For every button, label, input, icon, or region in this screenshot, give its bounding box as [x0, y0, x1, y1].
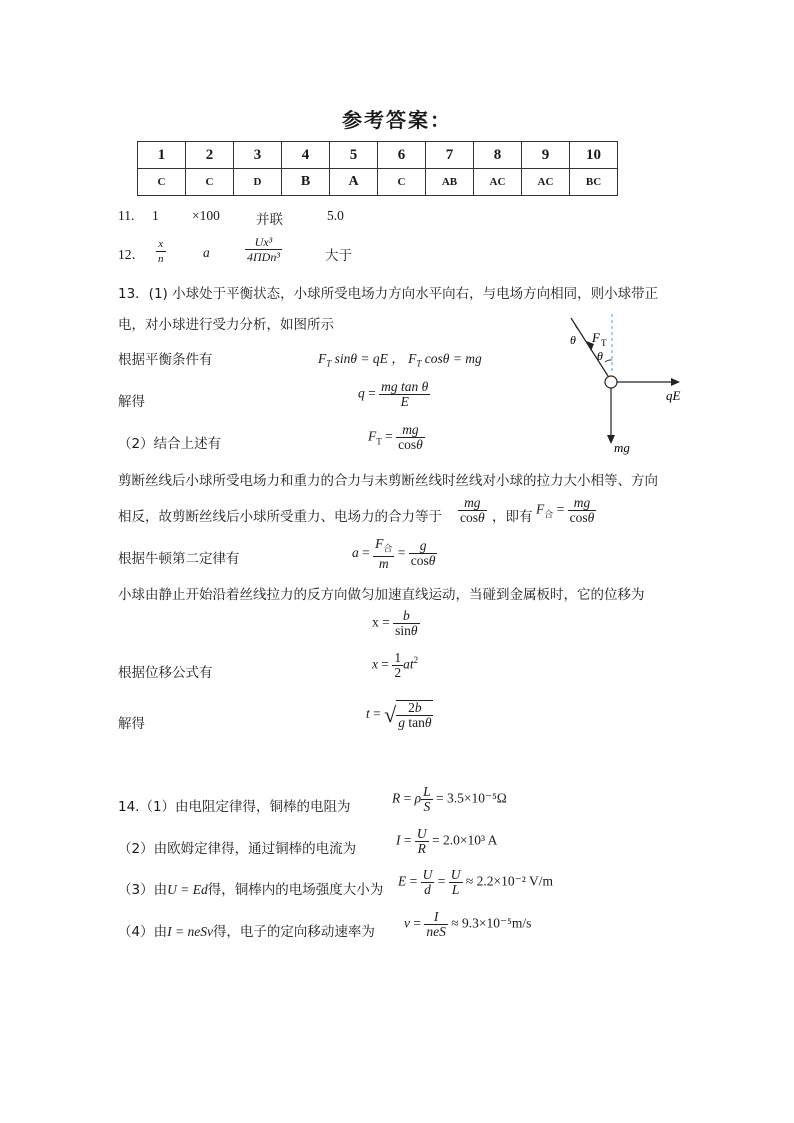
question-number: 4 [282, 142, 330, 169]
answer-cell: AC [474, 169, 522, 196]
q14-line-3-formula: U = Ed [167, 882, 208, 897]
q14-resistance-equation: R = ρ $\frac{L}{S}$ = 3.5×10⁻⁵Ω [392, 784, 507, 814]
angle-arc-bottom [605, 360, 612, 362]
tension-label: F [592, 330, 600, 345]
answer-cell: C [138, 169, 186, 196]
q12-f1-num: x [156, 237, 166, 252]
q13-displacement-equation: x = $\frac{b}{\sin\theta}$ [372, 608, 418, 638]
q13-paragraph-1: 剪断丝线后小球所受电场力和重力的合力与未剪断丝线时丝线对小球的拉力大小相等、方向 [118, 473, 658, 489]
answer-cell: A [330, 169, 378, 196]
q13-paragraph-2b: ，即有 [492, 509, 533, 525]
q14-line-4 [118, 920, 375, 940]
angle-label-bottom: θ [597, 349, 603, 363]
answer-cell: B [282, 169, 330, 196]
answer-table-answer-row [138, 169, 618, 196]
question-number: 8 [474, 142, 522, 169]
q14-velocity-value: ≈ 9.3×10⁻⁵m/s [451, 915, 532, 931]
electric-force-label: qE [666, 388, 681, 403]
question-number: 2 [186, 142, 234, 169]
q14-line-1: 14.（1）由电阻定律得，铜棒的电阻为 [118, 799, 351, 815]
answer-cell: BC [570, 169, 618, 196]
question-number: 10 [570, 142, 618, 169]
q14-field-equation: E = $\frac{U}{d}$ = $\frac{U}{L}$ ≈ 2.2×10⁻² V/m [398, 867, 553, 897]
q14-line-3-prefix: （3）由 [118, 882, 168, 898]
answer-table-header-row [138, 142, 618, 169]
q13-intro-line-2: 电，对小球进行受力分析，如图所示 [118, 317, 334, 333]
force-diagram [556, 310, 696, 460]
q11-answer-3: 并联 [256, 212, 283, 228]
answer-cell: AB [426, 169, 474, 196]
q14-line-3-suffix: 得，铜棒内的电场强度大小为 [207, 882, 384, 898]
q14-current-value: = 2.0×10³ A [432, 832, 498, 848]
question-number: 5 [330, 142, 378, 169]
q14-line-4-suffix: 得，电子的定向移动速率为 [212, 924, 375, 940]
q14-line-4-formula: I = neSv [167, 924, 213, 939]
question-number: 6 [378, 142, 426, 169]
q13-resultant-fraction: $\frac{mg}{\cos\theta}$ [460, 495, 485, 525]
q13-solve-label-1: 解得 [118, 394, 145, 410]
question-number: 3 [234, 142, 282, 169]
q12-fraction-2 [245, 235, 282, 264]
q11-answer-1: 1 [152, 208, 159, 223]
q13-balance-label: 根据平衡条件有 [118, 352, 213, 368]
answer-cell: D [234, 169, 282, 196]
q13-part2-label: （2）结合上述有 [118, 436, 222, 452]
answer-cell: AC [522, 169, 570, 196]
gravity-label: mg [614, 440, 630, 455]
q13-paragraph-3: 小球由静止开始沿着丝线拉力的反方向做匀加速直线运动，当碰到金属板时，它的位移为 [118, 587, 645, 603]
q11-answer-2: ×100 [192, 208, 220, 223]
q14-line-3 [118, 878, 383, 898]
question-number: 7 [426, 142, 474, 169]
q13-resultant-equation: $F_合$ = $\frac{mg}{\cos\theta}$ [536, 495, 595, 525]
q13-balance-equation: $F_T$ sinθ = qE ， $F_T$ cosθ = mg [318, 351, 482, 369]
q14-line-2: （2）由欧姆定律得，通过铜棒的电流为 [118, 841, 357, 857]
q14-field-value: ≈ 2.2×10⁻² V/m [465, 873, 553, 889]
q13-intro-line-1: 13．(1) 小球处于平衡状态，小球所受电场力方向水平向右，与电场方向相同，则小球带正 [118, 286, 659, 302]
question-number: 1 [138, 142, 186, 169]
q13-acceleration-equation: a = $\frac{F_合}{m}$ = $\frac{g}{\cos\theta}$ [352, 536, 436, 571]
q12-f2-den: 4ΠDn³ [247, 250, 280, 264]
q11-answer-4: 5.0 [327, 208, 344, 223]
q12-f2-num: Ux³ [245, 235, 282, 250]
q12-f1-den: n [158, 253, 164, 265]
answer-cell: C [186, 169, 234, 196]
question-number: 9 [522, 142, 570, 169]
q12-answer-a: a [203, 245, 210, 260]
q14-line-4-prefix: （4）由 [118, 924, 168, 940]
page-title: 参考答案： [342, 108, 452, 132]
q14-current-equation: I = $\frac{U}{R}$ = 2.0×10³ A [396, 826, 498, 856]
q12-fraction-1 [156, 237, 166, 266]
electric-force-arrowhead [671, 378, 680, 386]
tension-label-subscript: T [601, 338, 607, 348]
q13-time-equation: t = √ $\frac{2b}{\text{g tanθ}}$ [366, 700, 432, 730]
q13-kinematics-equation: x = $\frac{1}{2}$ $at^2$ [372, 650, 419, 680]
ball [605, 376, 617, 388]
q13-charge-equation: q = $\frac{\text{mg tan θ}}{E}$ [358, 379, 429, 409]
q11-number: 11. [118, 208, 135, 223]
q12-answer-b: 大于 [325, 248, 352, 264]
q13-displacement-label: 根据位移公式有 [118, 665, 213, 681]
q13-tension-equation: $F_T$ = $\frac{mg}{\cos\theta}$ [368, 422, 423, 452]
q13-paragraph-2a: 相反，故剪断丝线后小球所受重力、电场力的合力等于 [118, 509, 442, 525]
q12-number: 12． [118, 247, 145, 262]
answer-cell: C [378, 169, 426, 196]
q13-newton-label: 根据牛顿第二定律有 [118, 551, 240, 567]
answer-table [137, 141, 618, 196]
q14-velocity-equation: v = $\frac{I}{\text{neS}}$ ≈ 9.3×10⁻⁵m/s [404, 909, 532, 939]
q13-solve-label-2: 解得 [118, 716, 145, 732]
q14-resistance-value: = 3.5×10⁻⁵Ω [436, 790, 507, 806]
angle-label-top: θ [570, 333, 576, 347]
